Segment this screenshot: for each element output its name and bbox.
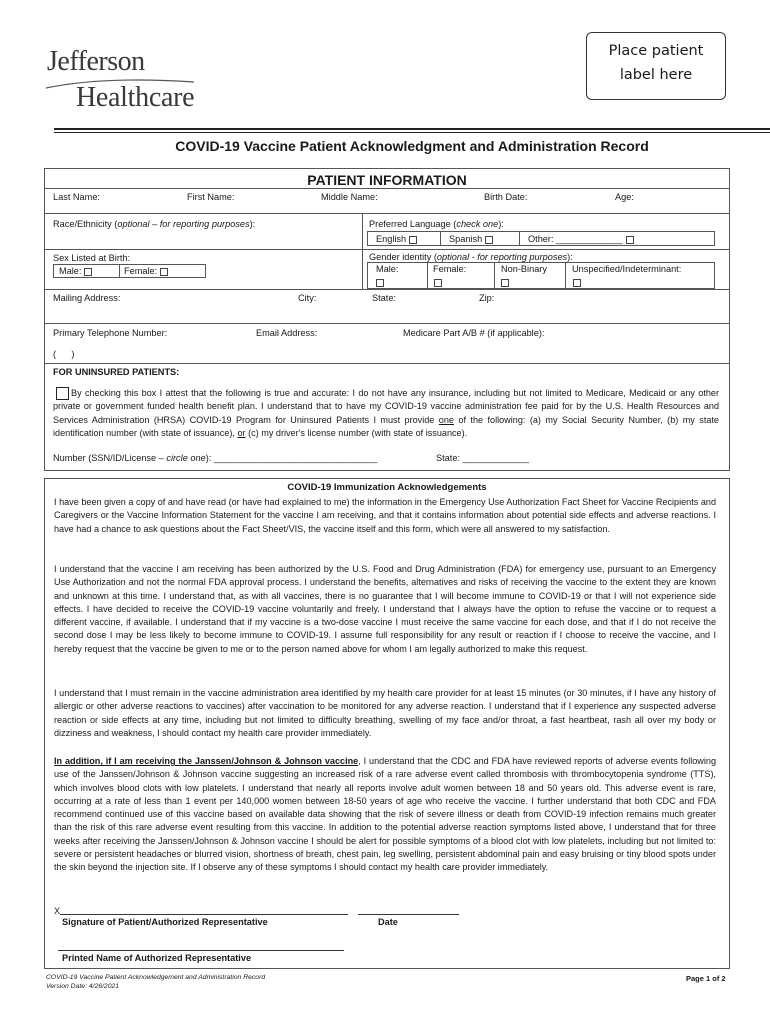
gender-male-checkbox[interactable] xyxy=(376,279,384,287)
divider xyxy=(494,262,495,289)
signature-label: Signature of Patient/Authorized Representative xyxy=(62,917,268,927)
patient-info-heading: PATIENT INFORMATION xyxy=(307,172,467,188)
birth-date-label: Birth Date: xyxy=(484,192,528,202)
phone-label: Primary Telephone Number: xyxy=(53,328,168,338)
divider xyxy=(362,249,363,289)
checkbox-icon[interactable] xyxy=(160,268,168,276)
divider xyxy=(565,262,566,289)
header-rule-thin xyxy=(54,132,770,133)
label-box-line2: label here xyxy=(619,67,693,83)
gender-unspecified-label: Unspecified/Indeterminant: xyxy=(572,264,682,274)
divider xyxy=(44,289,730,290)
footer-doc-title: COVID-19 Vaccine Patient Acknowledgement and Administration Record xyxy=(46,974,266,981)
last-name-label: Last Name: xyxy=(53,192,100,202)
ack-paragraph-4: In addition, if I am receiving the Janssen/Johnson & Johnson vaccine, I understand that the CDC and FDA have reviewed reports of adverse events following use of the Janssen/Johnson & Johnson vaccine suggesting an increased risk of a rare adverse event called thrombosis with thrombocytopenia syndrome (TTS), which involves blood clots with low platelets. I understand that nearly all reports involve adult women between 18 and 50 years old. This adverse event is rare, occurring at a rate of less than 1 event per 140,000 women between 18-50 years of age who receive the vaccine. I further understand that both CDC and FDA recommend continued use of this vaccine based on available data showing that the risk of severe illness or death from COVID-19 infection remains much greater than the risk of this rare adverse event resulting from this vaccine. In addition to the potential adverse reaction symptoms listed above, I understand that for three weeks after receiving the Janssen/Johnson & Johnson vaccine I should be alert for possible symptoms of a blood clot with low platelets, including but not limited to: severe or persistent headaches or blurred vision, shortness of breath, chest pain, leg swelling, persistent abdominal pain and easy bruising or tiny blood spots under the skin beyond the injection site. If I observe any of these symptoms I should contact my health care provider immediately. xyxy=(54,756,717,873)
logo-healthcare: Healthcare xyxy=(76,82,195,113)
form-title: COVID-19 Vaccine Patient Acknowledgment and Administration Record xyxy=(175,138,649,154)
divider xyxy=(519,231,520,246)
divider xyxy=(362,213,363,249)
patient-label-box xyxy=(586,32,726,100)
signature-line[interactable] xyxy=(60,914,348,915)
divider xyxy=(44,249,730,250)
sex-female-option[interactable]: Female: xyxy=(124,266,168,276)
lang-spanish-option[interactable]: Spanish xyxy=(449,234,493,244)
first-name-label: First Name: xyxy=(187,192,235,202)
city-label: City: xyxy=(298,293,317,303)
ack-paragraph-3: I understand that I must remain in the vaccine administration area identified by my health care provider for at least 15 minutes (or 30 minutes, if I have any history of allergic or other adverse reactions to vaccines) after vaccination to be monitored for any adverse reaction. I understand that if I experience any suspected adverse reaction or side effects at any time, including but not limited to difficulty breathing, swelling of my face and/or throat, a fast heartbeat, rash all over my body or dizziness and weakness, I should contact my health care provider immediately. xyxy=(54,688,716,738)
footer-page-number: Page 1 of 2 xyxy=(686,974,726,983)
gender-nonbinary-checkbox[interactable] xyxy=(501,279,509,287)
divider xyxy=(44,363,730,364)
label-box-line1: Place patient xyxy=(608,43,704,59)
logo-jefferson: Jefferson xyxy=(47,46,145,77)
acknowledgements-heading: COVID-19 Immunization Acknowledgements xyxy=(287,482,487,493)
race-ethnicity-label: Race/Ethnicity (optional – for reporting purposes): xyxy=(53,219,256,229)
id-number-field[interactable]: Number (SSN/ID/License – circle one): ________________________________ xyxy=(53,453,378,463)
uninsured-heading: FOR UNINSURED PATIENTS: xyxy=(53,367,180,377)
checkbox-icon[interactable] xyxy=(84,268,92,276)
uninsured-attestation: By checking this box I attest that the following is true and accurate: I do not have any insurance, including but not limited to Medicare, Medicaid or any other private or government funded health benefit plan. I understand that to have my COVID-19 vaccine administration fee paid for by the U.S. Health Resources and Services Administration (HRSA) COVID-19 Program for Uninsured Patients I must provide one of the following: (a) my Social Security Number, (b) my state identification number (with state of issuance), or (c) my driver's license number (with state of issuance). xyxy=(53,388,719,438)
zip-label: Zip: xyxy=(479,293,495,303)
footer-doc-info xyxy=(46,973,265,991)
date-label: Date xyxy=(378,917,398,927)
date-line[interactable] xyxy=(358,914,459,915)
header-rule xyxy=(54,128,770,130)
signature-x-mark: X xyxy=(54,906,61,916)
checkbox-icon[interactable] xyxy=(626,236,634,244)
state-label: State: xyxy=(372,293,397,303)
sex-at-birth-label: Sex Listed at Birth: xyxy=(53,253,131,263)
footer-version-date: Version Date: 4/26/2021 xyxy=(46,983,120,990)
printed-name-line[interactable] xyxy=(58,950,344,951)
divider xyxy=(427,262,428,289)
email-label: Email Address: xyxy=(256,328,318,338)
divider xyxy=(44,213,730,214)
sex-male-option[interactable]: Male: xyxy=(59,266,92,276)
checkbox-icon[interactable] xyxy=(485,236,493,244)
medicare-label: Medicare Part A/B # (if applicable): xyxy=(403,328,545,338)
gender-nonbinary-label: Non-Binary xyxy=(501,264,547,274)
gender-male-label: Male: xyxy=(376,264,399,274)
divider xyxy=(44,323,730,324)
lang-other-option[interactable]: Other: _____________ xyxy=(528,234,634,244)
gender-female-checkbox[interactable] xyxy=(434,279,442,287)
middle-name-label: Middle Name: xyxy=(321,192,378,202)
gender-unspecified-checkbox[interactable] xyxy=(573,279,581,287)
ack-paragraph-2: I understand that the vaccine I am receiving has been authorized by the U.S. Food and Drug Administration (FDA) for emergency use, pursuant to an Emergency Use Authorization and not the normal FDA approval process. I understand the benefits, alternatives and risks of receiving the vaccine to the extent they are known and unknown at this time. I understand that, as with all vaccines, there is no guarantee that I will become immune to COVID-19 or that I will not experience side effects. I have decided to receive the COVID-19 vaccine voluntarily and freely. I understand that I always have the option to refuse the vaccine or to request a different vaccine, if available. I understand that if my vaccine is a two-dose vaccine I must receive the same vaccine for each dose, and that if I do not receive the second dose I may be less likely to become immune to COVID-19. I assume full responsibility for any result or reaction if I choose to receive the vaccine, and I hereby request that the vaccine be given to me or to the person named above for whom I am legally authorized to make this request. xyxy=(54,564,716,654)
divider xyxy=(440,231,441,246)
preferred-language-label: Preferred Language (check one): xyxy=(369,219,504,229)
ack-paragraph-1: I have been given a copy of and have read (or have had explained to me) the information in the Emergency Use Authorization Fact Sheet for Vaccine Recipients and Caregivers or the Vaccine Information Statement for the vaccine I am receiving, and that it contains information about potential side effects and adverse reactions. I have had a chance to ask questions about the Fact Sheet/VIS, the vaccine itself and this form, which were all answered to my satisfaction. xyxy=(54,497,716,534)
mailing-address-label: Mailing Address: xyxy=(53,293,121,303)
lang-english-option[interactable]: English xyxy=(376,234,417,244)
id-state-field[interactable]: State: _____________ xyxy=(436,453,529,463)
printed-name-label: Printed Name of Authorized Representative xyxy=(62,953,252,963)
checkbox-icon[interactable] xyxy=(409,236,417,244)
divider xyxy=(119,264,120,278)
gender-identity-label: Gender identity (optional - for reporting purposes): xyxy=(369,252,573,262)
gender-female-label: Female: xyxy=(433,264,467,274)
divider xyxy=(44,188,730,189)
age-label: Age: xyxy=(615,192,634,202)
phone-area-code: ( ) xyxy=(53,349,75,359)
